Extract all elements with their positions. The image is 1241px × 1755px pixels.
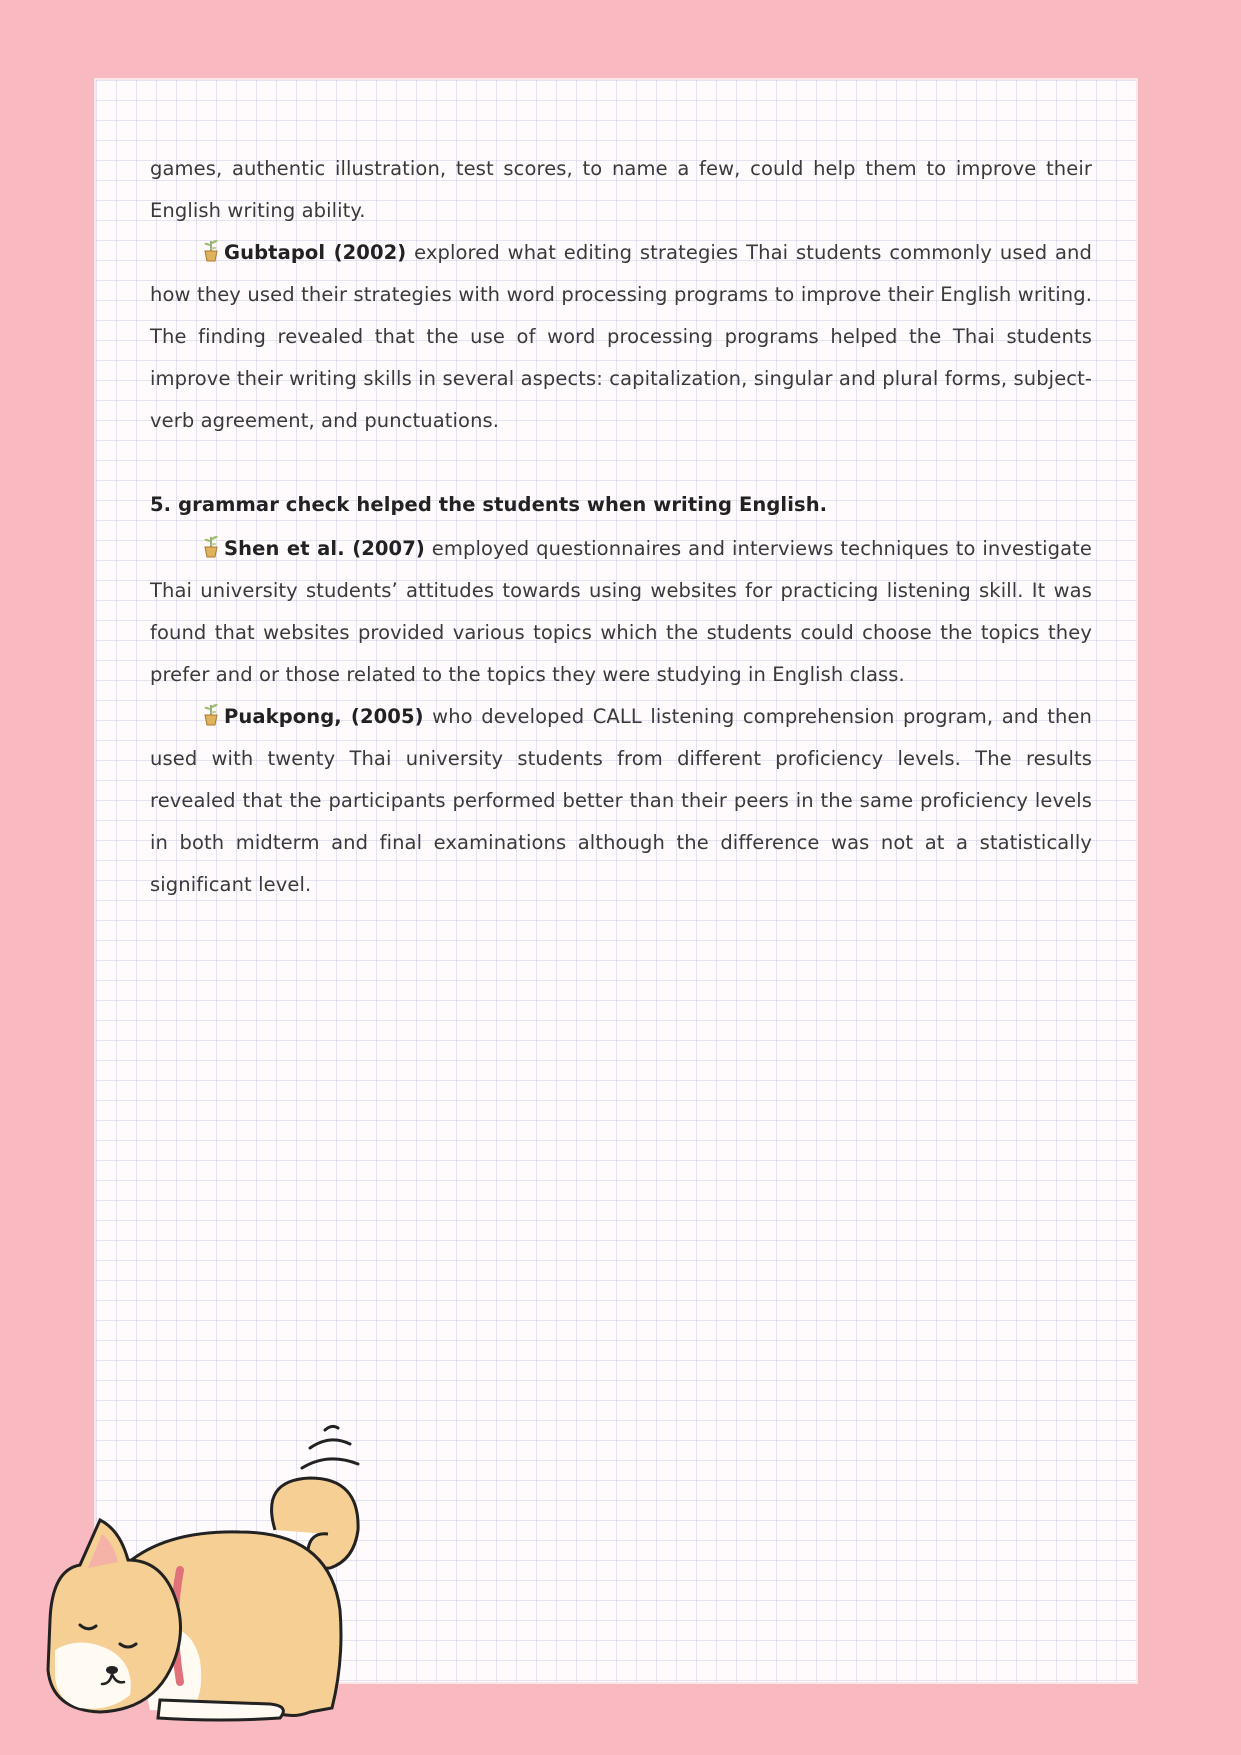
plant-pot-icon (200, 701, 222, 727)
paragraph-puakpong (150, 696, 1092, 906)
paragraph-gubtapol (150, 232, 1092, 442)
paragraph-text: explored what editing strategies Thai students commonly used and how they used their strategies with word processing programs to improve their English writing. The finding revealed that the use of word processing programs helped the Thai students improve their writing skills in several aspects: capitalization, singular and plural forms, subject-verb agreement, and punctuations. (150, 241, 1092, 432)
shiba-dog-illustration (40, 1420, 400, 1740)
plant-pot-icon (200, 533, 222, 559)
paragraph-text: who developed CALL listening comprehension program, and then used with twenty Thai university students from different proficiency levels. The results revealed that the participants performed better than their peers in the same proficiency levels in both midterm and final examinations although the difference was not at a statistically significant level. (150, 705, 1093, 896)
paragraph-text: employed questionnaires and interviews techniques to investigate Thai university students’ attitudes towards using websites for practicing listening skill. It was found that websites provided various topics which the students could choose the topics they prefer and or those related to the topics they were studying in English class. (150, 537, 1092, 686)
plant-pot-icon (200, 237, 222, 263)
citation-shen: Shen et al. (2007) (224, 537, 425, 560)
section-heading: 5. grammar check helped the students when writing English. (150, 493, 828, 516)
paragraph-shen (150, 528, 1092, 696)
citation-gubtapol: Gubtapol (2002) (224, 241, 407, 264)
document-body (150, 148, 1092, 906)
paragraph-continuation: games, authentic illustration, test scores, to name a few, could help them to improve their English writing ability. (150, 157, 1092, 222)
citation-puakpong: Puakpong, (2005) (224, 705, 424, 728)
